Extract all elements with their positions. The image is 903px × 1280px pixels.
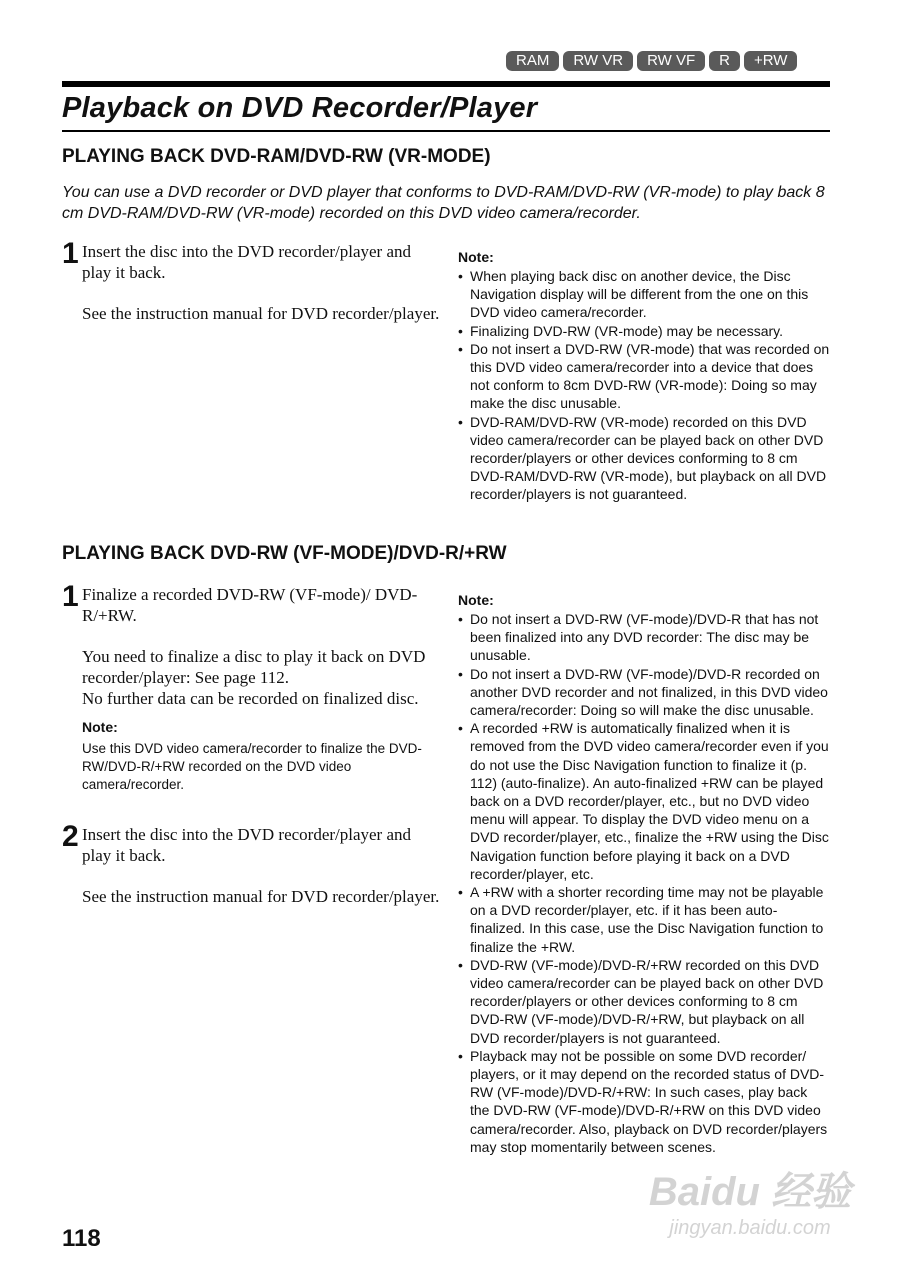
- step-detail: You need to finalize a disc to play it back on DVD recorder/player: See page 112.: [82, 647, 426, 687]
- note-item: • Finalizing DVD-RW (VR-mode) may be necessary.: [458, 322, 830, 340]
- note-item: • Playback may not be possible on some DVD recorder/ players, or it may depend on the recorded status of DVD-RW (VF-mode)/DVD-R/+RW: In such cases, play back the DVD-RW (VF-mode)/DVD-R/+RW on this DVD video camera/recorder. Also, playback on DVD recorder/players may stop momentarily between scenes.: [458, 1047, 830, 1156]
- note-text: Use this DVD video camera/recorder to finalize the DVD-RW/DVD-R/+RW recorded on the DVD video camera/recorder.: [82, 741, 422, 792]
- note-item: • A +RW with a shorter recording time may not be playable on a DVD recorder/player, etc. if it has been auto-finalized. In this case, use the Disc Navigation function to finalize the +RW.: [458, 883, 830, 956]
- page-title: Playback on DVD Recorder/Player: [62, 92, 538, 124]
- watermark: [640, 1160, 860, 1240]
- media-type-tabs: [506, 51, 797, 71]
- top-rule: [62, 81, 830, 87]
- section1-heading: PLAYING BACK DVD-RAM/DVD-RW (VR-MODE): [62, 146, 491, 167]
- section1-note: [458, 249, 830, 504]
- step-instruction: Finalize a recorded DVD-RW (VF-mode)/ DVD-R/+RW.: [82, 585, 418, 625]
- tab-plus-rw: +RW: [744, 51, 797, 71]
- step-detail: See the instruction manual for DVD recorder/player.: [82, 887, 440, 906]
- title-underline: [62, 130, 830, 132]
- tab-ram: RAM: [506, 51, 559, 71]
- step-detail: No further data can be recorded on finalized disc.: [82, 689, 419, 708]
- note-list: [458, 610, 830, 1156]
- page-number: 118: [62, 1225, 101, 1252]
- section1-intro: You can use a DVD recorder or DVD player that conforms to DVD-RAM/DVD-RW (VR-mode) to play back 8 cm DVD-RAM/DVD-RW (VR-mode) recorded on this DVD video camera/recorder.: [62, 184, 825, 222]
- note-item: • Do not insert a DVD-RW (VF-mode)/DVD-R that has not been finalized into any DVD recorder: The disc may be unusable.: [458, 610, 830, 665]
- note-item: • DVD-RW (VF-mode)/DVD-R/+RW recorded on this DVD video camera/recorder can be played back on other DVD recorder/players or other devices conforming to 8 cm DVD-RW (VF-mode)/DVD-R/+RW, but playback on all DVD recorder/players is not guaranteed.: [458, 956, 830, 1047]
- note-item: • When playing back disc on another device, the Disc Navigation display will be different from the one on this DVD video camera/recorder.: [458, 267, 830, 322]
- note-label: Note:: [458, 592, 494, 608]
- step-note: [82, 717, 442, 794]
- watermark-url: jingyan.baidu.com: [669, 1217, 831, 1239]
- step-number: 1: [62, 580, 79, 613]
- note-item: • DVD-RAM/DVD-RW (VR-mode) recorded on this DVD video camera/recorder can be played back on other DVD recorder/players or other devices conforming to 8 cm DVD-RAM/DVD-RW (VR-mode), but playback on all DVD recorder/players is not guaranteed.: [458, 413, 830, 504]
- note-item: • Do not insert a DVD-RW (VF-mode)/DVD-R recorded on another DVD recorder and not finalized, in this DVD video camera/recorder: Doing so will make the disc unusable.: [458, 665, 830, 720]
- note-label: Note:: [82, 719, 118, 735]
- step-instruction: Insert the disc into the DVD recorder/player and play it back.: [82, 242, 412, 282]
- section2-step-1: [62, 580, 442, 794]
- section1-step-1: [62, 237, 442, 324]
- section2-heading: PLAYING BACK DVD-RW (VF-MODE)/DVD-R/+RW: [62, 543, 507, 564]
- step-number: 2: [62, 820, 79, 853]
- step-number: 1: [62, 237, 79, 270]
- note-label: Note:: [458, 249, 494, 265]
- section2-note: [458, 592, 830, 1156]
- step-instruction: Insert the disc into the DVD recorder/player and play it back.: [82, 825, 412, 865]
- watermark-logo: Baidu 经验: [648, 1170, 852, 1214]
- note-item: • A recorded +RW is automatically finalized when it is removed from the DVD video camera/recorder even if you do not use the Disc Navigation function to finalize it (p. 112) (auto-finalize). An auto-finalized +RW can be played back on a DVD recorder/player, etc., but no DVD video menu will appear. To display the DVD video menu on a DVD recorder/player, etc., finalize the +RW using the Disc Navigation function before playing it back on a DVD recorder/player, etc.: [458, 719, 830, 883]
- section2-step-2: [62, 820, 442, 907]
- tab-rw-vf: RW VF: [637, 51, 705, 71]
- tab-rw-vr: RW VR: [563, 51, 633, 71]
- note-list: [458, 267, 830, 504]
- tab-r: R: [709, 51, 740, 71]
- note-item: • Do not insert a DVD-RW (VR-mode) that was recorded on this DVD video camera/recorder into a device that does not conform to 8cm DVD-RW (VR-mode): Doing so may make the disc unusable.: [458, 340, 830, 413]
- step-detail: See the instruction manual for DVD recorder/player.: [82, 304, 440, 323]
